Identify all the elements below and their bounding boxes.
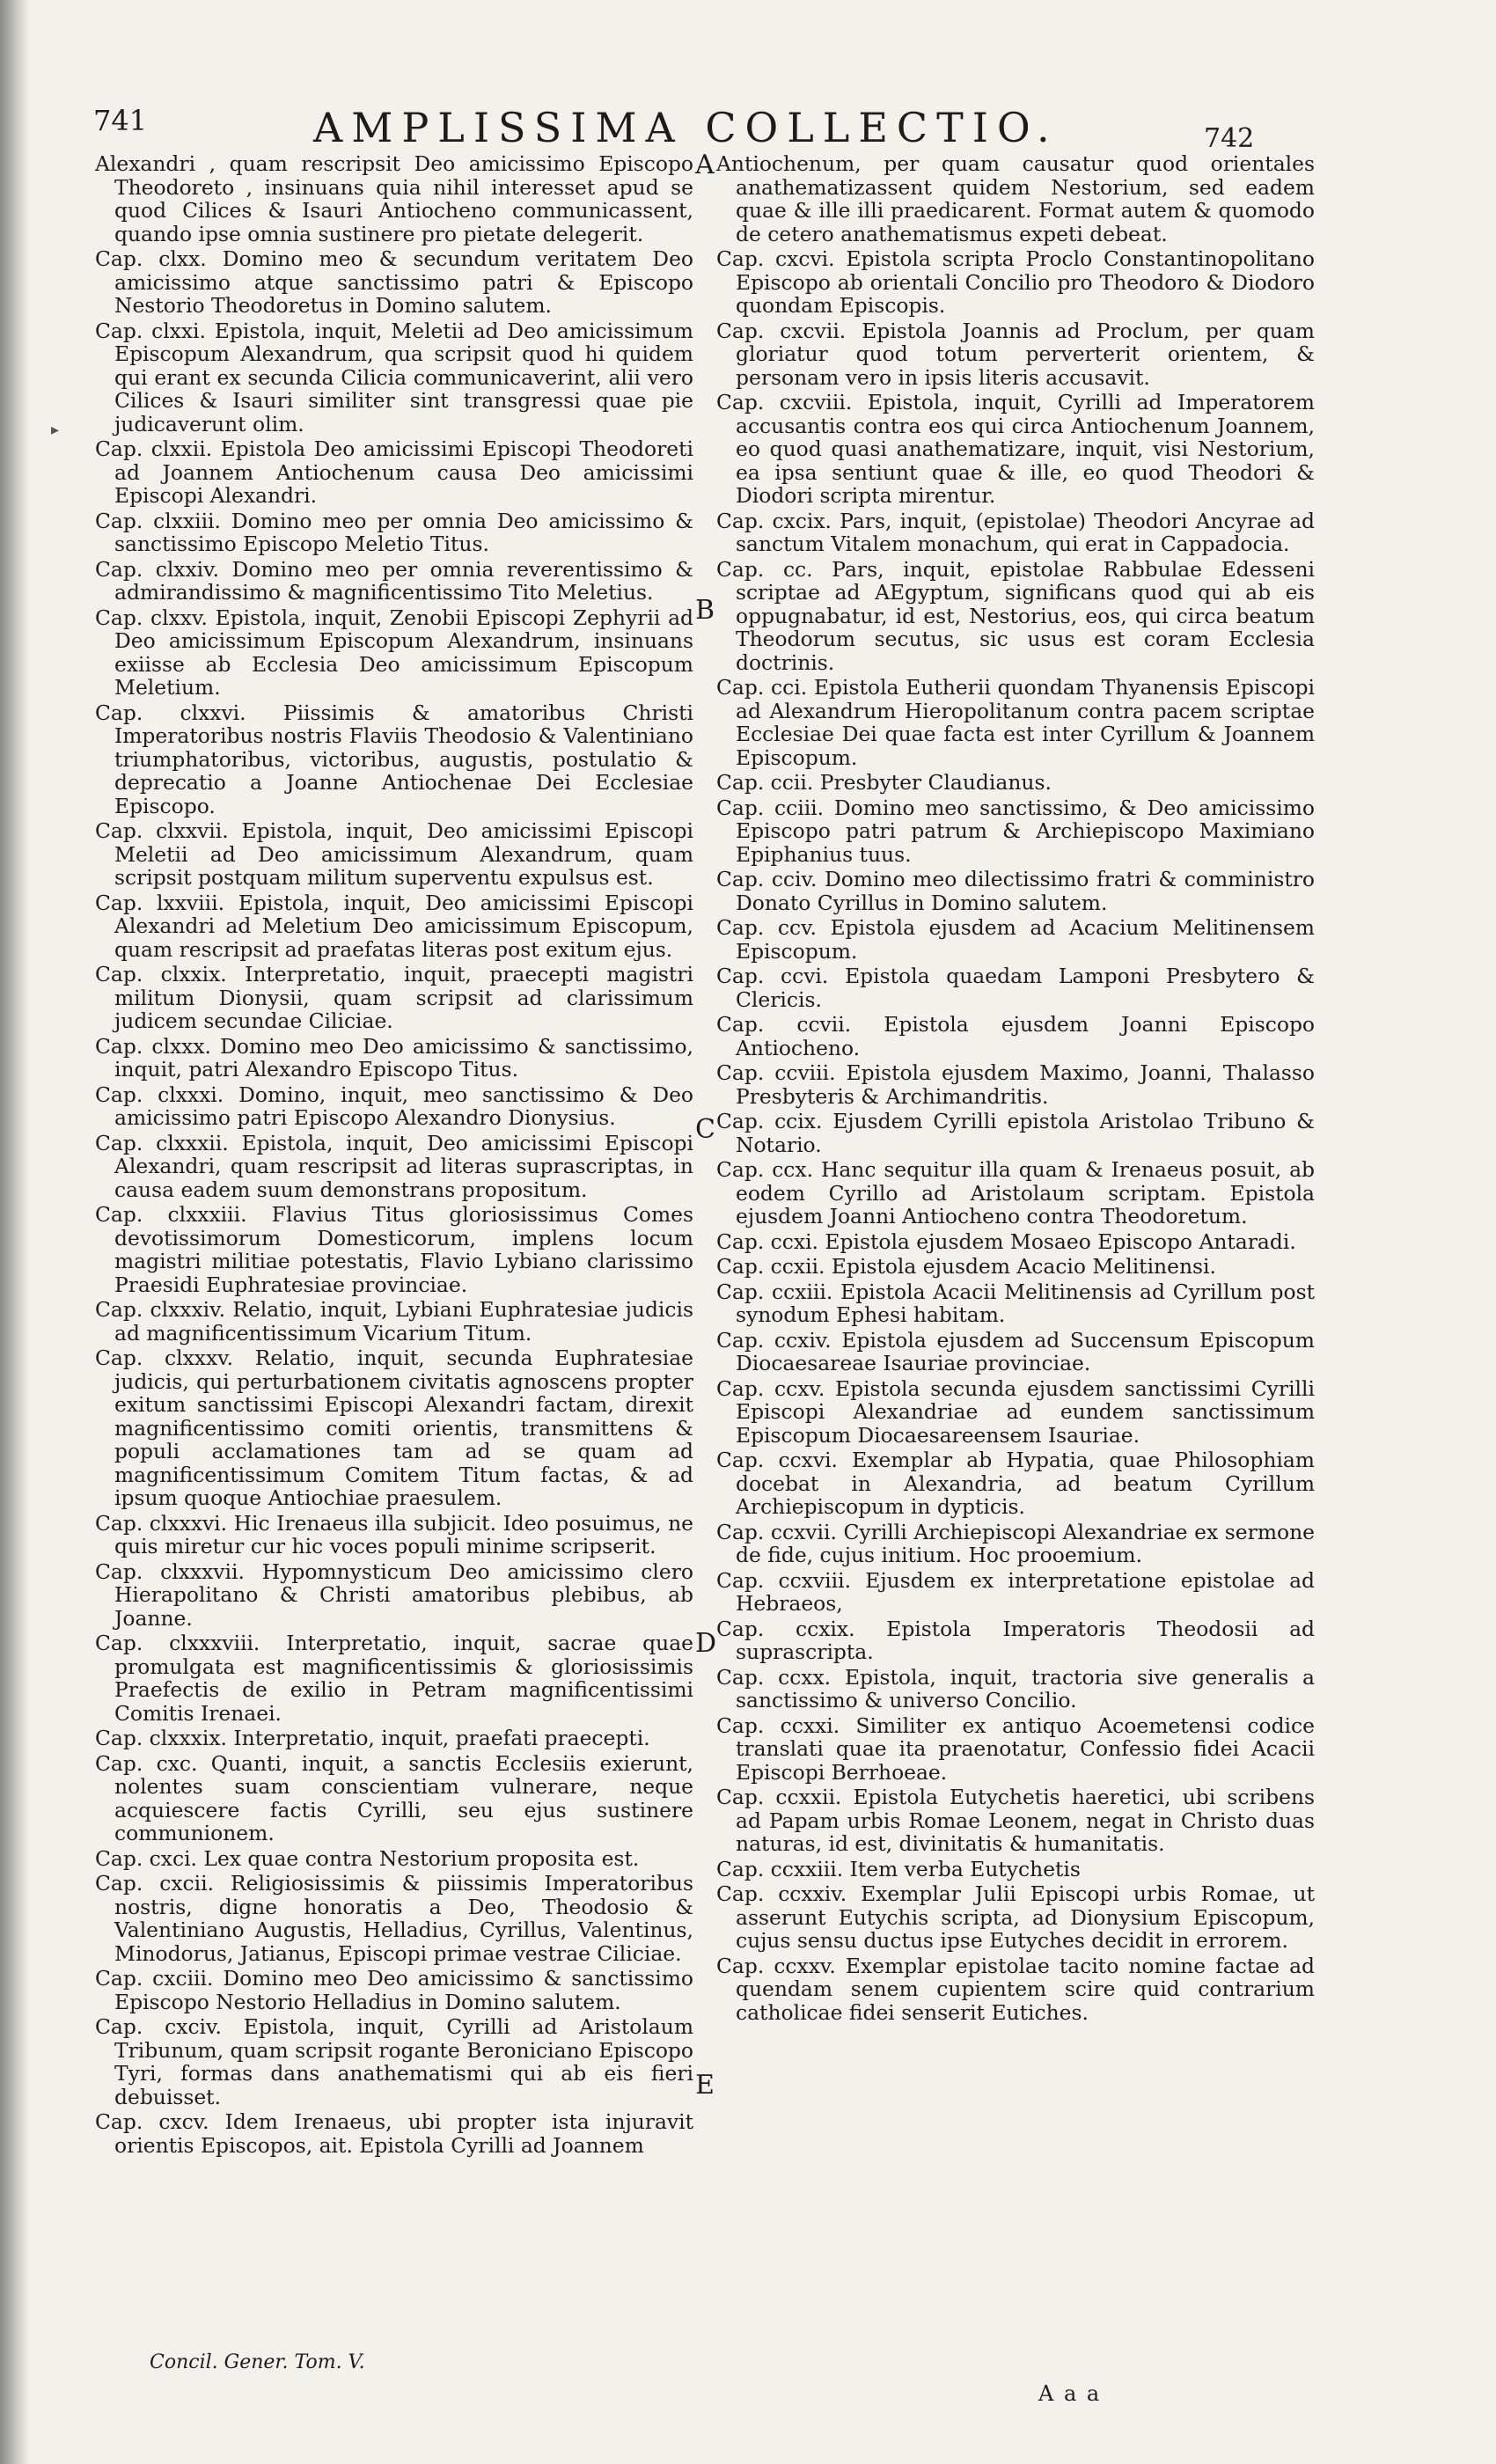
- index-entry: Cap. clxxvii. Epistola, inquit, Deo amicissimi Episcopi Meletii ad Deo amicissimum Alexandrum, quam scripsit postquam militum superventu expulsus est.: [95, 818, 693, 890]
- left-column: [95, 152, 693, 2159]
- margin-letter-c: C: [695, 1114, 715, 1145]
- index-entry: Cap. ccii. Presbyter Claudianus.: [716, 770, 1052, 795]
- book-gutter-shadow: [0, 0, 30, 2464]
- index-entry: Cap. cc. Pars, inquit, epistolae Rabbulae Edesseni scriptae ad AEgyptum, significans quod qui ab eis oppugnabatur, id est, Nestorius, eos, qui circa beatum Theodorum secutus, sic usus est coram Ecclesia doctrinis.: [716, 556, 1315, 675]
- index-entry: Cap. cxciv. Epistola, inquit, Cyrilli ad Aristolaum Tribunum, quam scripsit rogante Beroniciano Episcopo Tyri, formas dans anathematismi qui ab eis fieri debuisset.: [95, 2014, 693, 2109]
- index-entry: Cap. ccxiii. Epistola Acacii Melitinensis ad Cyrillum post synodum Ephesi habitam.: [716, 1279, 1315, 1327]
- index-entry: Cap. clxxx. Domino meo Deo amicissimo & sanctissimo, inquit, patri Alexandro Episcopo Titus.: [95, 1033, 693, 1082]
- index-entry: Cap. cxcviii. Epistola, inquit, Cyrilli ad Imperatorem accusantis contra eos qui circa Antiochenum Joannem, eo quod quasi anathematizare, inquit, visi Nestorium, ea ipsa sentiunt quae & ille, eo quod Theodori & Diodori scripta mirentur.: [716, 390, 1315, 508]
- margin-letter-a: A: [695, 150, 715, 180]
- index-entry: Cap. ccx. Hanc sequitur illa quam & Irenaeus posuit, ab eodem Cyrillo ad Aristolaum scriptam. Epistola ejusdem Joanni Antiocheno contra Theodoretum.: [716, 1157, 1315, 1228]
- index-entry: Cap. cxcvi. Epistola scripta Proclo Constantinopolitano Episcopo ab orientali Concilio pro Theodoro & Diodoro quondam Episcopis.: [716, 246, 1315, 318]
- index-entry: Cap. ccxx. Epistola, inquit, tractoria sive generalis a sanctissimo & universo Concilio.: [716, 1664, 1315, 1712]
- page-number-left: 741: [93, 104, 148, 137]
- index-entry: Cap. cxcvii. Epistola Joannis ad Proclum, per quam gloriatur quod totum perverterit orientem, & personam vero in ipsis literis accusavit.: [716, 318, 1315, 390]
- index-entry: Cap. clxxxiv. Relatio, inquit, Lybiani Euphratesiae judicis ad magnificentissimum Vicarium Titum.: [95, 1297, 693, 1346]
- index-entry: Cap. clxxix. Interpretatio, inquit, praecepti magistri militum Dionysii, quam scripsit ad clarissimum judicem secundae Ciliciae.: [95, 962, 693, 1033]
- index-entry: Cap. cci. Epistola Eutherii quondam Thyanensis Episcopi ad Alexandrum Hieropolitanum contra pacem scriptae Ecclesiae Dei quae facta est inter Cyrillum & Joannem Episcopum.: [716, 675, 1315, 770]
- index-entry: Cap. ccvii. Epistola ejusdem Joanni Episcopo Antiocheno.: [716, 1012, 1315, 1060]
- index-entry: Cap. ccxxiii. Item verba Eutychetis: [716, 1856, 1081, 1881]
- index-entry: Cap. clxxxvi. Hic Irenaeus illa subjicit. Ideo posuimus, ne quis miretur cur hic voces populi minime scripserit.: [95, 1510, 693, 1558]
- index-entry: Cap. ccv. Epistola ejusdem ad Acacium Melitinensem Episcopum.: [716, 915, 1315, 964]
- index-entry: Cap. ccxviii. Ejusdem ex interpretatione epistolae ad Hebraeos,: [716, 1567, 1315, 1616]
- index-entry: Cap. ccxix. Epistola Imperatoris Theodosii ad suprascripta.: [716, 1616, 1315, 1664]
- index-entry: Cap. clxxxiii. Flavius Titus gloriosissimus Comes devotissimorum Domesticorum, implens locum magistri militiae potestatis, Flavio Lybiano clarissimo Praesidi Euphratesiae provinciae.: [95, 1202, 693, 1297]
- index-entry: Cap. clxxxviii. Interpretatio, inquit, sacrae quae promulgata est magnificentissimis & gloriosissimis Praefectis de exilio in Petram magnificentissimi Comitis Irenaei.: [95, 1631, 693, 1726]
- index-entry: Cap. clxxii. Epistola Deo amicissimi Episcopi Theodoreti ad Joannem Antiochenum causa Deo amicissimi Episcopi Alexandri.: [95, 436, 693, 508]
- index-entry: Cap. clxxvi. Piissimis & amatoribus Christi Imperatoribus nostris Flaviis Theodosio & Valentiniano triumphatoribus, victoribus, augustis, postulatio & deprecatio a Joanne Antiochenae Dei Ecclesiae Episcopo.: [95, 700, 693, 818]
- index-entry: Cap. ccxxiv. Exemplar Julii Episcopi urbis Romae, ut asserunt Eutychis scripta, ad Dionysium Episcopum, cujus sensu ductus ipse Eutyches decidit in errorem.: [716, 1881, 1315, 1953]
- index-entry: Cap. cxci. Lex quae contra Nestorium proposita est.: [95, 1845, 640, 1871]
- index-entry: Cap. cxcii. Religiosissimis & piissimis Imperatoribus nostris, digne honoratis a Deo, Theodosio & Valentiniano Augustis, Helladius, Cyrillus, Valentinus, Minodorus, Jatianus, Episcopi primae vestrae Ciliciae.: [95, 1871, 693, 1966]
- index-entry: Cap. ccxiv. Epistola ejusdem ad Succensum Episcopum Diocaesareae Isauriae provinciae.: [716, 1327, 1315, 1375]
- index-entry: Cap. clxxiv. Domino meo per omnia reverentissimo & admirandissimo & magnificentissimo Tito Meletius.: [95, 556, 693, 605]
- index-entry: Cap. ccviii. Epistola ejusdem Maximo, Joanni, Thalasso Presbyteris & Archimandritis.: [716, 1060, 1315, 1109]
- index-entry: Cap. ccvi. Epistola quaedam Lamponi Presbytero & Clericis.: [716, 964, 1315, 1012]
- binder-mark: ▸: [51, 421, 60, 439]
- margin-letter-d: D: [695, 1628, 717, 1659]
- index-entry: Cap. ccxxi. Similiter ex antiquo Acoemetensi codice translati quae ita praenotatur, Confessio fidei Acacii Episcopi Berrhoeae.: [716, 1712, 1315, 1785]
- index-entry: Cap. clxxxix. Interpretatio, inquit, praefati praecepti.: [95, 1726, 650, 1750]
- index-entry: Alexandri , quam rescripsit Deo amicissimo Episcopo Theodoreto , insinuans quia nihil interesset apud se quod Cilices & Isauri Antiocheno communicassent, quando ipse omnia sustinere pro pietate delegerit.: [95, 151, 693, 246]
- index-entry: Cap. clxxv. Epistola, inquit, Zenobii Episcopi Zephyrii ad Deo amicissimum Episcopum Alexandrum, insinuans exiisse ab Ecclesia Deo amicissimum Episcopum Meletium.: [95, 605, 693, 700]
- margin-letter-e: E: [695, 2070, 715, 2101]
- index-entry: Cap. ccxxii. Epistola Eutychetis haeretici, ubi scribens ad Papam urbis Romae Leonem, negat in Christo duas naturas, id est, divinitatis & humanitatis.: [716, 1785, 1315, 1856]
- index-entry: Cap. ccix. Ejusdem Cyrilli epistola Aristolao Tribuno & Notario.: [716, 1109, 1315, 1157]
- right-column: [716, 152, 1315, 2026]
- index-entry: Cap. clxx. Domino meo & secundum veritatem Deo amicissimo atque sanctissimo patri & Episcopo Nestorio Theodoretus in Domino salutem.: [95, 246, 693, 318]
- index-entry: Cap. cxcix. Pars, inquit, (epistolae) Theodori Ancyrae ad sanctum Vitalem monachum, qui erat in Cappadocia.: [716, 508, 1315, 556]
- signature-mark: A a a: [1038, 2381, 1102, 2406]
- index-entry: Cap. ccxi. Epistola ejusdem Mosaeo Episcopo Antaradi.: [716, 1228, 1296, 1254]
- index-entry: Cap. clxxxvii. Hypomnysticum Deo amicissimo clero Hierapolitano & Christi amatoribus plebibus, ab Joanne.: [95, 1558, 693, 1631]
- index-entry: Cap. ccxv. Epistola secunda ejusdem sanctissimi Cyrilli Episcopi Alexandriae ad eundem sanctissimum Episcopum Diocaesareensem Isauriae.: [716, 1375, 1315, 1448]
- page-number-right: 742: [1204, 123, 1255, 154]
- page-header: [93, 104, 1255, 157]
- index-entry: Cap. ccxii. Epistola ejusdem Acacio Melitinensi.: [716, 1254, 1216, 1279]
- index-entry: Cap. clxxxi. Domino, inquit, meo sanctissimo & Deo amicissimo patri Episcopo Alexandro Dionysius.: [95, 1082, 693, 1130]
- index-entry: Cap. clxxxv. Relatio, inquit, secunda Euphratesiae judicis, qui perturbationem civitatis agnoscens propter exitum sanctissimi Episcopi Alexandri factam, direxit magnificentissimo comiti orientis, transmittens & populi acclamationes tam ad se quam ad magnificentissimum Comitem Titum factas, & ad ipsum quoque Antiochiae praesulem.: [95, 1346, 693, 1510]
- index-entry: Cap. lxxviii. Epistola, inquit, Deo amicissimi Episcopi Alexandri ad Meletium Deo amicissimum Episcopum, quam rescripsit ad praefatas literas post exitum ejus.: [95, 890, 693, 962]
- index-entry: Cap. ccxxv. Exemplar epistolae tacito nomine factae ad quendam senem cupientem scire quid contrarium catholicae fidei senserit Eutiches.: [716, 1953, 1315, 2025]
- index-entry: Cap. clxxxii. Epistola, inquit, Deo amicissimi Episcopi Alexandri, quam rescripsit ad literas suprascriptas, in causa eadem suum demonstrans propositum.: [95, 1130, 693, 1202]
- index-entry: Cap. ccxvi. Exemplar ab Hypatia, quae Philosophiam docebat in Alexandria, ad beatum Cyrillum Archiepiscopum in dypticis.: [716, 1448, 1315, 1519]
- margin-letter-b: B: [695, 595, 715, 626]
- index-entry: Cap. cxcv. Idem Irenaeus, ubi propter ista injuravit orientis Episcopos, ait. Epistola Cyrilli ad Joannem: [95, 2109, 693, 2158]
- index-entry: Cap. cxc. Quanti, inquit, a sanctis Ecclesiis exierunt, nolentes suam conscientiam vulnerare, neque acquiescere factis Cyrilli, seu ejus sustinere communionem.: [95, 1750, 693, 1845]
- index-entry: Cap. cxciii. Domino meo Deo amicissimo & sanctissimo Episcopo Nestorio Helladius in Domino salutem.: [95, 1966, 693, 2014]
- running-title: AMPLISSIMA COLLECTIO.: [313, 104, 1059, 151]
- index-entry: Cap. cciii. Domino meo sanctissimo, & Deo amicissimo Episcopo patri patrum & Archiepiscopo Maximiano Epiphanius tuus.: [716, 795, 1315, 867]
- index-entry: Cap. cciv. Domino meo dilectissimo fratri & comministro Donato Cyrillus in Domino salutem.: [716, 867, 1315, 915]
- index-entry: Cap. ccxvii. Cyrilli Archiepiscopi Alexandriae ex sermone de fide, cujus initium. Hoc prooemium.: [716, 1519, 1315, 1567]
- index-entry: Cap. clxxiii. Domino meo per omnia Deo amicissimo & sanctissimo Episcopo Meletio Titus.: [95, 508, 693, 556]
- footer-left: Concil. Gener. Tom. V.: [150, 2351, 365, 2373]
- index-entry: Cap. clxxi. Epistola, inquit, Meletii ad Deo amicissimum Episcopum Alexandrum, qua scripsit quod hi quidem qui erant ex secunda Cilicia communicaverint, alii vero Cilices & Isauri similiter sint transgressi quae pie judicaverunt olim.: [95, 318, 693, 436]
- index-entry: Antiochenum, per quam causatur quod orientales anathematizassent quidem Nestorium, sed eadem quae & ille illi praedicarent. Format autem & quomodo de cetero anathematismus expeti debeat.: [716, 151, 1315, 246]
